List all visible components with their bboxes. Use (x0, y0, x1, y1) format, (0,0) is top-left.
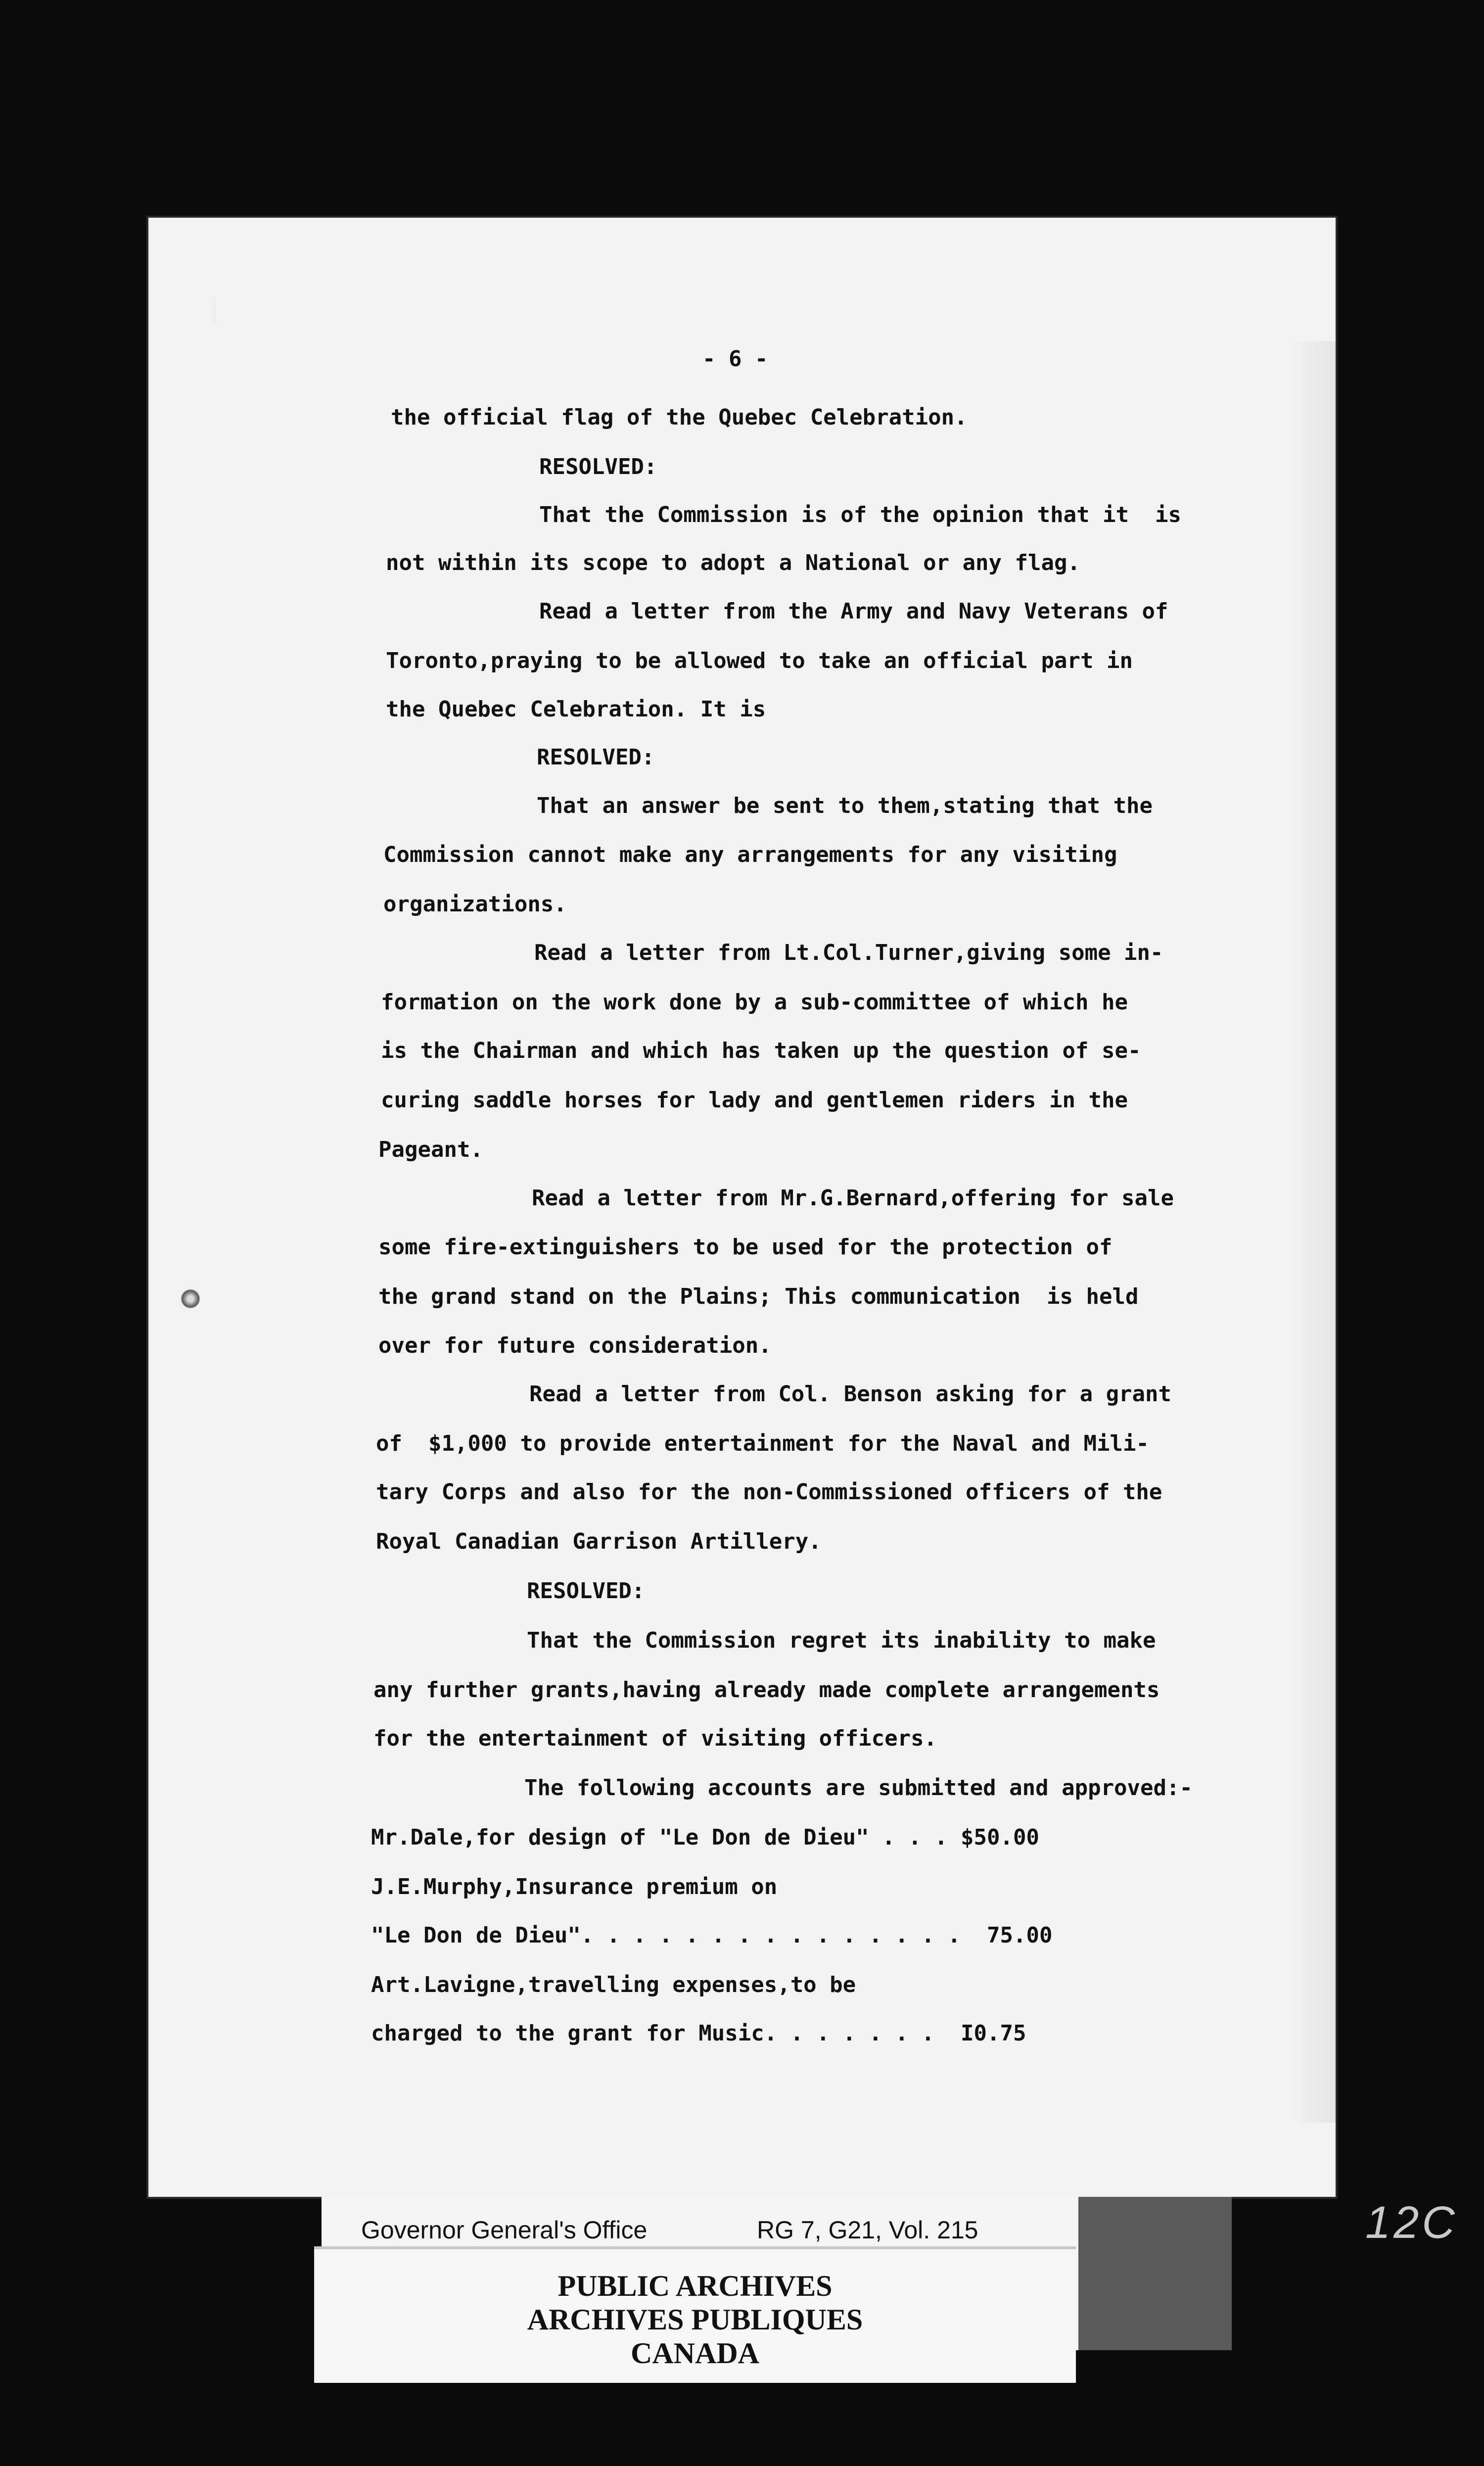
typed-text (148, 218, 1336, 2197)
frame-number-area (1365, 2197, 1484, 2246)
film-speck (181, 1289, 200, 1309)
account-line: "Le Don de Dieu". . . . . . . . . . . . . . . 75.00 (371, 1923, 1053, 1948)
stamp-line-3: CANADA (631, 2337, 759, 2370)
account-line: J.E.Murphy,Insurance premium on (371, 1874, 778, 1899)
film-mark (213, 297, 217, 322)
account-line: charged to the grant for Music. . . . . . . I0.75 (371, 2021, 1026, 2046)
text-line: the Quebec Celebration. It is (386, 697, 766, 722)
text-line: curing saddle horses for lady and gentlemen riders in the (381, 1088, 1128, 1113)
reference-line-1: RG 7, G21, Vol. 215 (757, 2216, 978, 2244)
text-line: the grand stand on the Plains; This communication is held (378, 1284, 1139, 1309)
page-number: - 6 - (702, 346, 768, 372)
text-line: tary Corps and also for the non-Commissioned officers of the (376, 1479, 1162, 1505)
text-line: That the Commission is of the opinion that it is (539, 502, 1182, 527)
account-line: Art.Lavigne,travelling expenses,to be (371, 1972, 856, 1997)
text-line: the official flag of the Quebec Celebration. (391, 405, 968, 430)
text-line: That an answer be sent to them,stating that the (537, 793, 1153, 818)
text-line: any further grants,having already made complete arrangements (373, 1677, 1160, 1703)
text-line: Pageant. (378, 1137, 483, 1162)
document-page (148, 218, 1336, 2197)
text-line: some fire-extinguishers to be used for the protection of (378, 1234, 1113, 1260)
text-line: for the entertainment of visiting officers. (373, 1726, 937, 1751)
resolved-heading: RESOLVED: (537, 745, 655, 770)
account-line: Mr.Dale,for design of "Le Don de Dieu" . . . $50.00 (371, 1825, 1040, 1850)
text-line: organizations. (383, 892, 567, 917)
stamp-line-2: ARCHIVES PUBLIQUES (527, 2303, 863, 2336)
text-line: The following accounts are submitted and approved:- (524, 1775, 1193, 1801)
label-dark-panel (1078, 2197, 1232, 2350)
text-line: not within its scope to adopt a National or any flag. (386, 550, 1080, 575)
text-line: Commission cannot make any arrangements for any visiting (383, 842, 1117, 867)
text-line: Read a letter from Mr.G.Bernard,offering for sale (532, 1186, 1174, 1211)
text-line: Royal Canadian Garrison Artillery. (376, 1529, 822, 1554)
office-name-en: Governor General's Office (361, 2216, 648, 2244)
text-line: over for future consideration. (378, 1333, 772, 1358)
text-line: Read a letter from Lt.Col.Turner,giving some in- (534, 940, 1163, 965)
text-line: is the Chairman and which has taken up the question of se- (381, 1038, 1141, 1063)
text-line: Read a letter from Col. Benson asking for a grant (529, 1381, 1172, 1407)
stamp-line-1: PUBLIC ARCHIVES (557, 2270, 833, 2302)
text-line: formation on the work done by a sub-committee of which he (381, 990, 1128, 1015)
text-line: Read a letter from the Army and Navy Veterans of (539, 599, 1168, 624)
resolved-heading: RESOLVED: (527, 1578, 645, 1604)
text-line: of $1,000 to provide entertainment for the Naval and Mili- (376, 1431, 1149, 1456)
resolved-heading: RESOLVED: (539, 454, 657, 479)
frame-number: 12C (1365, 2197, 1458, 2248)
archives-stamp (314, 2246, 1076, 2383)
text-line: Toronto,praying to be allowed to take an official part in (386, 648, 1133, 673)
text-line: That the Commission regret its inability to make (527, 1628, 1156, 1653)
